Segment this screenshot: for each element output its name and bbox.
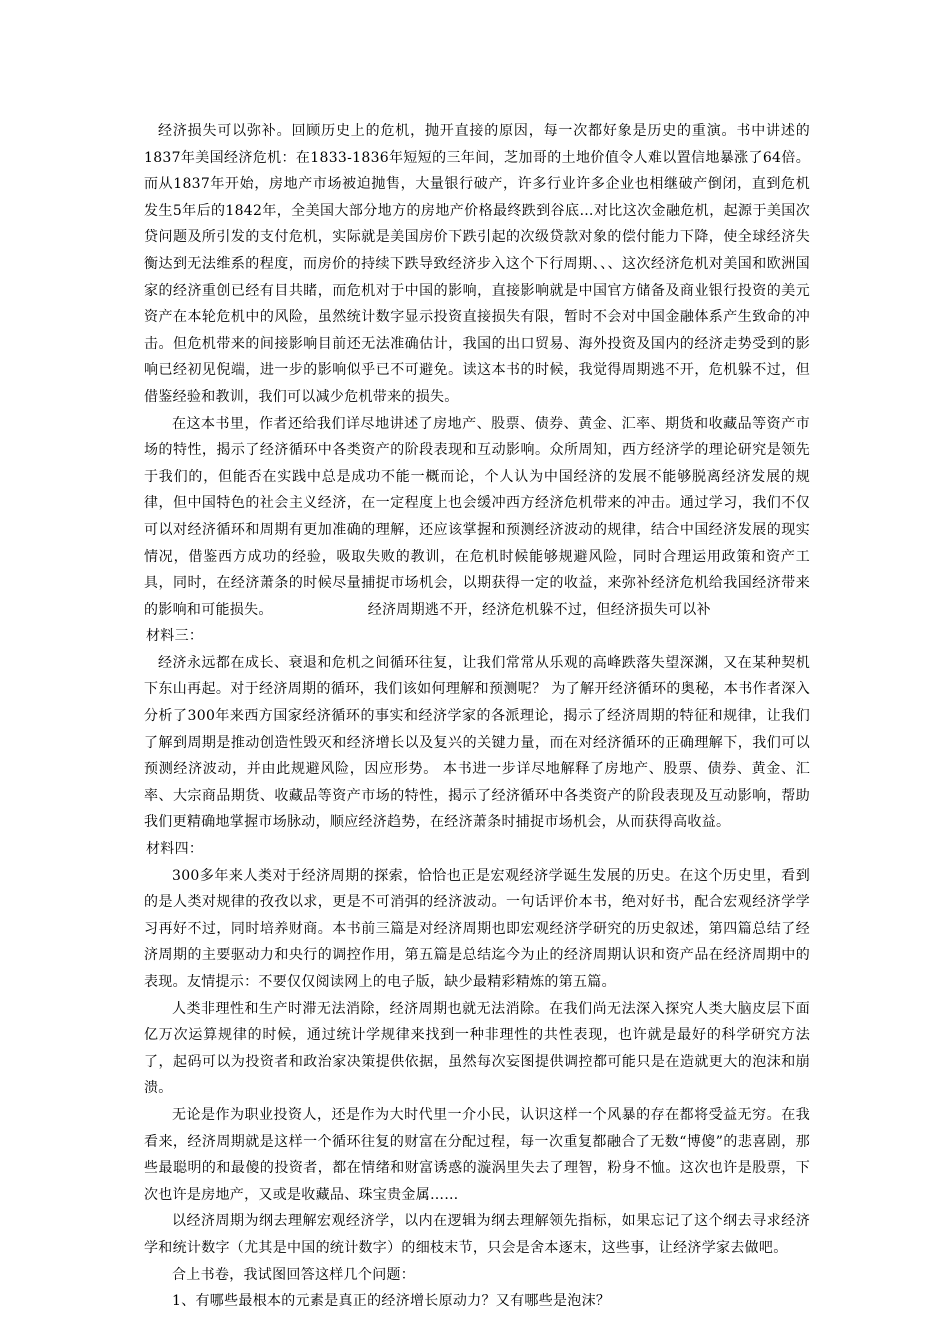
paragraph-2-tail: 经济周期逃不开，经济危机躲不过，但经济损失可以补 [367,601,711,618]
section-label-material-4: 材料四： [146,841,204,858]
paragraph-5: 人类非理性和生产时滞无法消除，经济周期也就无法消除。在我们尚无法深入探究人类大脑皮层下面亿万次运算规律的时候，通过统计学规律来找到一种非理性的共性表现，也许就是最好的科学研究方法了，起码可以为投资者和政治家决策提供依据，虽然每次妄图提供调控都可能只是在造就更大的泡沫和崩溃。 [144,1000,810,1097]
section-label-material-3: 材料三： [146,628,204,645]
paragraph-2 [144,411,810,624]
paragraph-4: 300多年来人类对于经济周期的探索，恰恰也正是宏观经济学诞生发展的历史。在这个历史里，看到的是人类对规律的孜孜以求，更是不可消弭的经济波动。一句话评价本书，绝对好书，配合宏观经济学学习再好不过，同时培养财商。本书前三篇是对经济周期也即宏观经济学研究的历史叙述，第四篇总结了经济周期的主要驱动力和央行的调控作用，第五篇是总结迄今为止的经济周期认识和资产品在经济周期中的表现。友情提示：不要仅仅阅读网上的电子版，缺少最精彩精炼的第五篇。 [144,867,810,990]
document-page [144,118,810,1315]
paragraph-6: 无论是作为职业投资人，还是作为大时代里一介小民，认识这样一个风暴的存在都将受益无穷。在我看来，经济周期就是这样一个循环往复的财富在分配过程，每一次重复都融合了无数“博傻”的悲喜剧，那些最聪明的和最傻的投资者，都在情绪和财富诱惑的漩涡里失去了理智，粉身不恤。这次也许是股票，下次也许是房地产，又或是收藏品、珠宝贵金属…… [144,1106,810,1203]
paragraph-8: 合上书卷，我试图回答这样几个问题： [172,1266,416,1283]
question-1: 1、有哪些最根本的元素是真正的经济增长原动力？又有哪些是泡沫？ [172,1293,611,1310]
paragraph-2-body: 在这本书里，作者还给我们详尽地讲述了房地产、股票、债券、黄金、汇率、期货和收藏品等资产市场的特性，揭示了经济循环中各类资产的阶段表现和互动影响。众所周知，西方经济学的理论研究是领先于我们的，但能否在实践中总是成功不能一概而论，个人认为中国经济的发展不能够脱离经济发展的规律，但中国特色的社会主义经济，在一定程度上也会缓冲西方经济危机带来的冲击。通过学习，我们不仅可以对经济循环和周期有更加准确的理解，还应该掌握和预测经济波动的规律，结合中国经济发展的现实情况，借鉴西方成功的经验，吸取失败的教训，在危机时候能够规避风险，同时合理运用政策和资产工具，同时，在经济萧条的时候尽量捕捉市场机会，以期获得一定的收益，来弥补经济危机给我国经济带来的影响和可能损失。 [144,415,810,618]
paragraph-3: 经济永远都在成长、衰退和危机之间循环往复，让我们常常从乐观的高峰跌落失望深渊，又在某种契机下东山再起。对于经济周期的循环，我们该如何理解和预测呢？ 为了解开经济循环的奥秘，本书作者深入分析了300年来西方国家经济循环的事实和经济学家的各派理论，揭示了经济周期的特征和规律，让我们了解到周期是推动创造性毁灭和经济增长以及复兴的关键力量，而在对经济循环的正确理解下，我们可以预测经济波动，并由此规避风险，因应形势。 本书进一步详尽地解释了房地产、股票、债券、黄金、汇率、大宗商品期货、收藏品等资产市场的特性，揭示了经济循环中各类资产的阶段表现及互动影响，帮助我们更精确地掌握市场脉动，顺应经济趋势，在经济萧条时捕捉市场机会，从而获得高收益。 [144,654,810,831]
paragraph-7: 以经济周期为纲去理解宏观经济学，以内在逻辑为纲去理解领先指标，如果忘记了这个纲去寻求经济学和统计数字（尤其是中国的统计数字）的细枝末节，只会是舍本逐末，这些事，让经济学家去做吧。 [144,1213,810,1256]
paragraph-1: 经济损失可以弥补。回顾历史上的危机，抛开直接的原因，每一次都好象是历史的重演。书中讲述的1837年美国经济危机：在1833-1836年短短的三年间，芝加哥的土地价值令人难以置信地暴涨了64倍。而从1837年开始，房地产市场被迫抛售，大量银行破产，许多行业许多企业也相继破产倒闭，直到危机发生5年后的1842年，全美国大部分地方的房地产价格最终跌到谷底…对比这次金融危机，起源于美国次贷问题及所引发的支付危机，实际就是美国房价下跌引起的次级贷款对象的偿付能力下降，使全球经济失衡达到无法维系的程度，而房价的持续下跌导致经济步入这个下行周期、、、这次经济危机对美国和欧洲国家的经济重创已经有目共睹，而危机对于中国的影响，直接影响就是中国官方储备及商业银行投资的美元资产在本轮危机中的风险，虽然统计数字显示投资直接损失有限，暂时不会对中国金融体系产生致命的冲击。但危机带来的间接影响目前还无法准确估计，我国的出口贸易、海外投资及国内的经济走势受到的影响已经初见倪端，进一步的影响似乎已不可避免。读这本书的时候，我觉得周期逃不开，危机躲不过，但借鉴经验和教训，我们可以减少危机带来的损失。 [144,123,810,405]
